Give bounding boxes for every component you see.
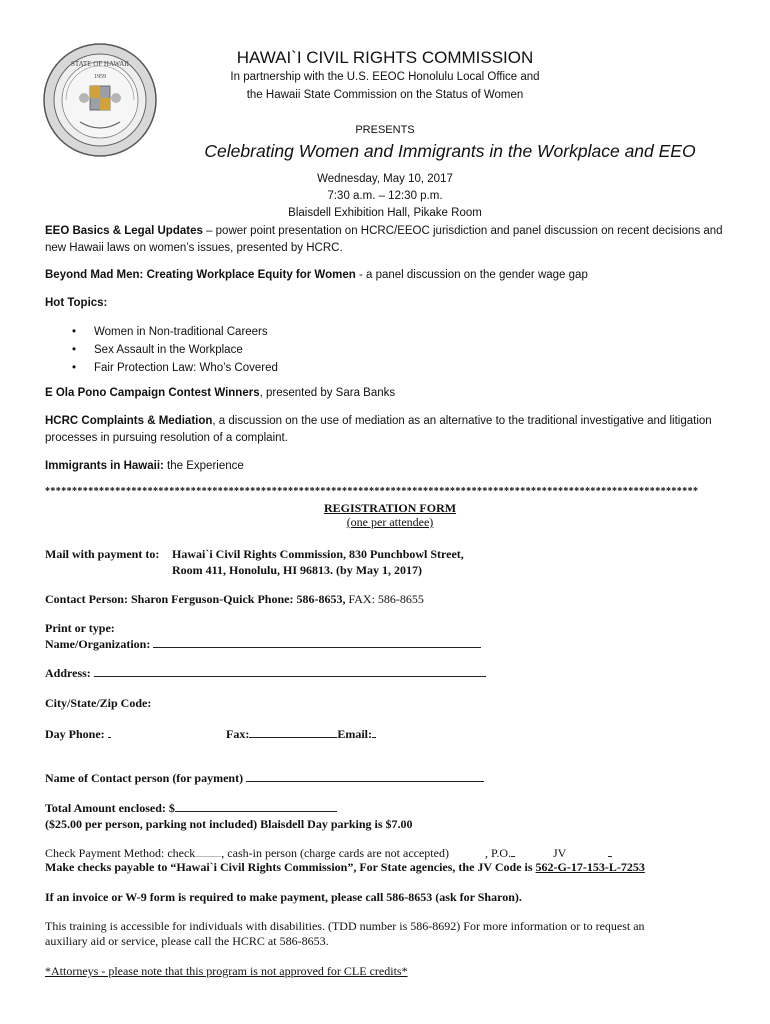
mail-label: Mail with payment to: <box>45 547 160 561</box>
address-row <box>45 665 486 681</box>
address-label: Address: <box>45 666 91 680</box>
contact-name-field[interactable] <box>246 770 484 782</box>
registration-form-title: REGISTRATION FORM <box>323 501 457 515</box>
name-organization-label: Name/Organization: <box>45 637 151 651</box>
mail-address-line-1: Hawai`i Civil Rights Commission, 830 Punchbowl Street, <box>172 547 464 561</box>
fax-row <box>226 726 376 742</box>
checks-payable-row <box>45 859 645 875</box>
address-field[interactable] <box>94 665 486 677</box>
presents-label: PRESENTS <box>355 124 415 136</box>
asterisk-separator: ************************************************************************************************************************* <box>45 486 699 497</box>
total-amount-field[interactable] <box>175 800 337 812</box>
price-note: ($25.00 per person, parking not included) Blaisdell Day parking is $7.00 <box>45 817 413 831</box>
hot-topics-list <box>72 323 278 377</box>
hot-topics-heading: Hot Topics: <box>45 297 108 309</box>
registration-form-subtitle: (one per attendee) <box>346 515 434 529</box>
agenda-hot-topics <box>45 295 725 312</box>
immigrants-text: the Experience <box>163 460 244 472</box>
event-venue: Blaisdell Exhibition Hall, Pikake Room <box>288 207 482 219</box>
mail-address-line-2: Room 411, Honolulu, HI 96813. (by May 1, 2017) <box>172 563 423 577</box>
day-phone-row <box>45 726 111 742</box>
ola-pono-text: , presented by Sara Banks <box>259 387 396 399</box>
total-amount-label: Total Amount enclosed: $ <box>45 801 175 815</box>
name-organization-row <box>45 636 481 652</box>
email-label: Email: <box>337 727 372 741</box>
immigrants-heading: Immigrants in Hawaii: <box>45 460 164 472</box>
partnership-line-2: the Hawaii State Commission on the Status of Women <box>246 89 524 101</box>
cle-note: *Attorneys - please note that this program is not approved for CLE credits* <box>45 964 408 978</box>
email-field[interactable] <box>372 726 376 738</box>
list-item: • Sex Assault in the Workplace <box>72 341 278 359</box>
complaints-heading: HCRC Complaints & Mediation <box>45 415 213 427</box>
page-title: HAWAI`I CIVIL RIGHTS COMMISSION <box>236 48 534 67</box>
event-date: Wednesday, May 10, 2017 <box>317 173 453 185</box>
list-item: • Fair Protection Law: Who’s Covered <box>72 359 278 377</box>
mad-men-heading: Beyond Mad Men: Creating Workplace Equity for Women <box>45 269 356 281</box>
agenda-ola-pono <box>45 385 725 402</box>
agenda-mad-men <box>45 267 725 284</box>
mad-men-text: - a panel discussion on the gender wage gap <box>358 269 588 281</box>
jv-code: 562-G-17-153-L-7253 <box>535 860 645 874</box>
complaints-text: , a discussion on the use of mediation as an alternative to the traditional investigative and litigation processes in pursuing resolution of a complaint. <box>45 415 712 444</box>
payment-method-label: Check Payment Method: check <box>45 846 196 860</box>
fax-label: Fax: <box>226 727 250 741</box>
payment-po-label: , P.O. <box>484 846 511 860</box>
bullet-icon: • <box>72 344 77 356</box>
fax-field[interactable] <box>249 726 337 738</box>
print-label: Print or type: <box>45 621 115 635</box>
agenda-eeo-basics <box>45 223 725 257</box>
payment-jv-field[interactable] <box>608 845 612 857</box>
payment-check-field[interactable] <box>195 845 221 857</box>
agenda-complaints <box>45 413 725 447</box>
partnership-line-1: In partnership with the U.S. EEOC Honolulu Local Office and <box>230 71 540 83</box>
contact-person-label: Contact Person: Sharon Ferguson-Quick Phone: 586-8653, <box>45 592 346 606</box>
city-state-zip-label: City/State/Zip Code: <box>45 696 152 710</box>
payment-cash-label: , cash-in person (charge cards are not accepted) <box>221 846 449 860</box>
checks-payable-text: Make checks payable to “Hawai`i Civil Rights Commission”, For State agencies, the JV Code is <box>45 860 536 874</box>
day-phone-label: Day Phone: <box>45 727 105 741</box>
accessibility-line-1: This training is accessible for individuals with disabilities. (TDD number is 586-8692) For more information or to request an <box>45 919 645 933</box>
contact-fax: FAX: 586-8655 <box>345 592 424 606</box>
list-item: • Women in Non-traditional Careers <box>72 323 278 341</box>
payment-po-field[interactable] <box>511 845 515 857</box>
accessibility-line-2: auxiliary aid or service, please call the HCRC at 586-8653. <box>45 934 329 948</box>
contact-name-row <box>45 770 484 786</box>
total-amount-row <box>45 800 337 816</box>
contact-person <box>45 591 424 607</box>
payment-jv-label: JV <box>552 846 567 860</box>
agenda-immigrants <box>45 458 725 475</box>
event-time: 7:30 a.m. – 12:30 p.m. <box>327 190 443 202</box>
bullet-icon: • <box>72 362 77 374</box>
contact-name-label: Name of Contact person (for payment) <box>45 771 244 785</box>
day-phone-field[interactable] <box>108 726 111 738</box>
name-organization-field[interactable] <box>153 636 481 648</box>
ola-pono-heading: E Ola Pono Campaign Contest Winners <box>45 387 260 399</box>
seal-year: 1959 <box>94 74 106 80</box>
seal-caption: STATE OF HAWAII <box>71 60 129 68</box>
bullet-icon: • <box>72 326 77 338</box>
eeo-basics-heading: EEO Basics & Legal Updates <box>45 225 203 237</box>
eeo-basics-text: – power point presentation on HCRC/EEOC jurisdiction and panel discussion on recent decisions and new Hawaii laws on women’s issues, presented by HCRC. <box>45 225 723 254</box>
invoice-note: If an invoice or W-9 form is required to make payment, please call 586-8653 (ask for Sharon). <box>45 890 522 904</box>
event-title: Celebrating Women and Immigrants in the Workplace and EEO <box>204 141 696 161</box>
